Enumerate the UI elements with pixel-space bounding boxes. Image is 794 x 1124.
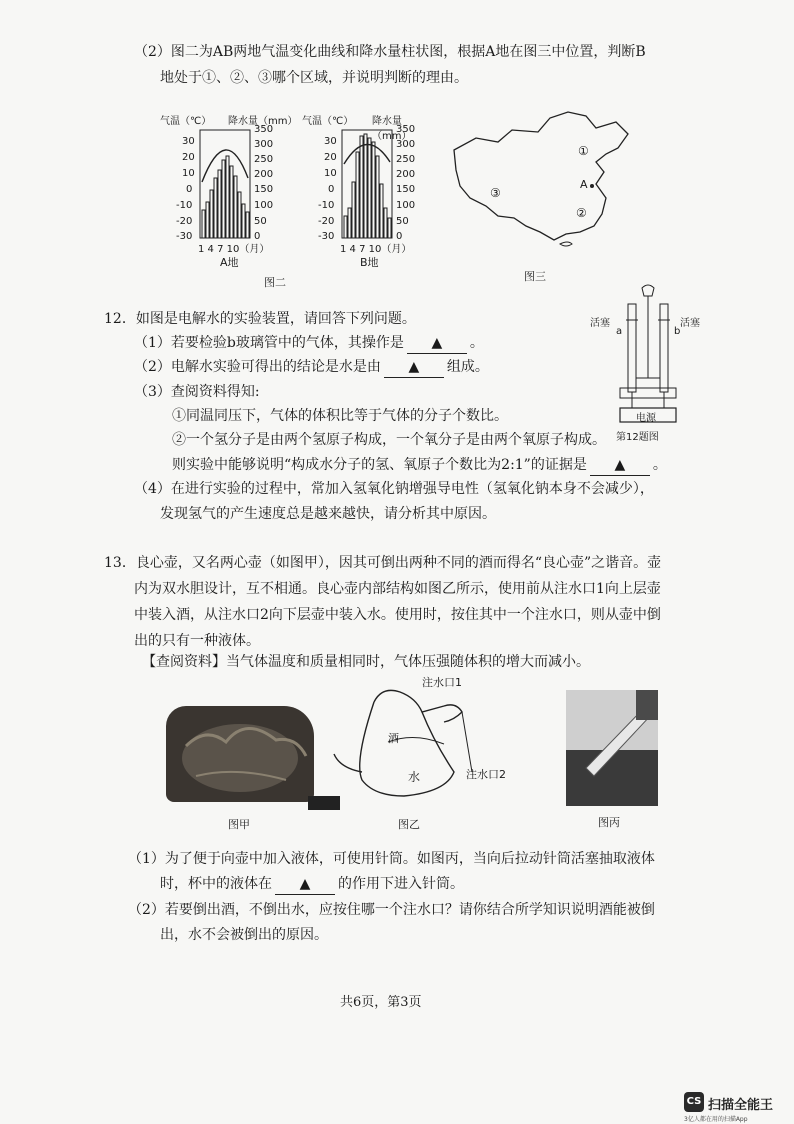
b-temp-tick: -30 (318, 231, 335, 242)
q12-part3: （3）查阅资料得知: (134, 384, 260, 400)
figure-2-caption: 图二 (264, 276, 286, 289)
figure-yi-teapot-diagram (304, 672, 524, 812)
q12-part2-blank: ▲ (384, 357, 444, 378)
a-rain-tick: 150 (254, 184, 274, 195)
page-footer: 共6页，第3页 (340, 995, 422, 1010)
q13-part1-blank: ▲ (275, 874, 335, 895)
q11-part2-line1: （2）图二为AB两地气温变化曲线和降水量柱状图，根据A地在图三中位置，判断B (134, 44, 646, 60)
valve-right-label: 活塞 (680, 318, 700, 329)
figure-bing-syringe-photo (566, 690, 658, 806)
teapot-photo-texture (166, 706, 314, 802)
q12-part2-end: 组成。 (446, 359, 489, 375)
q12-part3-item1: ①同温同压下，气体的体积比等于气体的分子个数比。 (172, 408, 508, 424)
figure-jia-teapot-photo (166, 706, 314, 802)
q12-part3-blank: ▲ (590, 455, 650, 476)
syringe-photo-shapes (566, 690, 658, 806)
a-rain-tick: 200 (254, 169, 274, 180)
q13-reference: 【查阅资料】当气体温度和质量相同时，气体压强随体积的增大而减小。 (142, 654, 590, 670)
a-temp-tick: 30 (182, 136, 195, 147)
b-temp-tick: 20 (324, 152, 337, 163)
a-rain-tick: 0 (254, 231, 261, 242)
a-temp-axis-label: 气温（℃） (160, 116, 212, 127)
b-rain-tick: 350 (396, 124, 416, 135)
electrolysis-apparatus (586, 282, 716, 442)
scanner-watermark (684, 1092, 794, 1122)
q13-stem-line1: 13．良心壶，又名两心壶（如图甲），因其可倒出两种不同的酒而得名“良心壶”之谐音。壶 (104, 555, 662, 571)
q13-part1-line1: （1）为了便于向壶中加入液体，可使用针筒。如图丙，当向后拉动针筒活塞抽取液体 (128, 851, 655, 867)
q12-part2-text: （2）电解水实验可得出的结论是水是由 (134, 359, 381, 375)
b-rain-tick: 300 (396, 139, 416, 150)
b-temp-tick: 30 (324, 136, 337, 147)
b-temp-tick: -20 (318, 216, 335, 227)
q13-stem-line4: 出的只有一种液体。 (134, 633, 260, 649)
a-rain-tick: 300 (254, 139, 274, 150)
q13-stem-line3: 中装入酒，从注水口2向下层壶中装入水。使用时，按住其中一个注水口，则从壶中倒 (134, 607, 661, 623)
a-temp-tick: 10 (182, 168, 195, 179)
camscanner-name: 扫描全能王 (708, 1098, 774, 1113)
q12-part4-line1: （4）在进行实验的过程中，常加入氢氧化钠增强导电性（氢氧化钠本身不会减少）， (134, 481, 654, 497)
q12-part3-question-end: 。 (652, 457, 667, 473)
a-rain-tick: 100 (254, 200, 274, 211)
valve-left-label: 活塞 (590, 318, 610, 329)
b-temp-tick: 0 (328, 184, 335, 195)
b-rain-tick: 200 (396, 169, 416, 180)
q11-part2-line2: 地处于①、②、③哪个区域，并说明判断的理由。 (160, 70, 468, 86)
q12-part4-line2: 发现氢气的产生速度总是越来越快，请分析其中原因。 (160, 506, 496, 522)
inlet-1-label: 注水口1 (422, 676, 462, 689)
teapot-structure (304, 672, 524, 812)
b-rain-tick: 150 (396, 184, 416, 195)
camscanner-tagline: 3亿人都在用的扫描App (684, 1116, 748, 1123)
point-a-label: A (580, 178, 588, 191)
q13-part1-line2 (160, 874, 464, 895)
tube-b-label: b (674, 326, 681, 337)
q13-part1-end: 的作用下进入针筒。 (338, 876, 464, 892)
a-temp-tick: 0 (186, 184, 193, 195)
a-chart-label: A地 (220, 256, 239, 269)
q12-figure-caption: 第12题图 (616, 432, 659, 443)
region-3-label: ③ (490, 186, 501, 200)
figure-2 (160, 112, 430, 287)
q13-part1-text: 时，杯中的液体在 (160, 876, 272, 892)
wine-label: 酒 (388, 732, 399, 745)
b-rain-tick: 0 (396, 231, 403, 242)
a-rain-tick: 350 (254, 124, 274, 135)
b-rain-tick: 250 (396, 154, 416, 165)
b-temp-tick: 10 (324, 168, 337, 179)
q12-stem: 12．如图是电解水的实验装置，请回答下列问题。 (104, 311, 416, 327)
q12-part1-blank: ▲ (407, 333, 467, 354)
china-outline (446, 108, 636, 258)
b-temp-axis-label: 气温（℃） (302, 116, 354, 127)
caption-bing: 图丙 (598, 816, 620, 829)
a-temp-tick: 20 (182, 152, 195, 163)
region-2-label: ② (576, 206, 587, 220)
caption-jia: 图甲 (228, 818, 250, 831)
water-label: 水 (408, 770, 421, 784)
b-month-ticks: 1 4 7 10（月） (340, 244, 412, 255)
q12-part1 (134, 333, 484, 354)
a-rain-bars (202, 156, 249, 238)
a-temp-tick: -20 (176, 216, 193, 227)
camscanner-logo: CS (684, 1092, 704, 1112)
q13-part2-line2: 出，水不会被倒出的原因。 (160, 927, 328, 943)
a-rain-tick: 250 (254, 154, 274, 165)
q12-part1-end: 。 (469, 335, 484, 351)
b-rain-bars (344, 134, 391, 238)
b-rain-tick: 100 (396, 200, 416, 211)
figure-3-map (446, 108, 636, 258)
caption-yi: 图乙 (398, 818, 420, 831)
q12-part1-text: （1）若要检验b玻璃管中的气体，其操作是 (134, 335, 404, 351)
figure-3-caption: 图三 (524, 270, 546, 283)
a-rain-axis-label: 降水量（mm） (228, 116, 298, 127)
q13-part2-line1: （2）若要倒出酒，不倒出水，应按住哪一个注水口？请你结合所学知识说明酒能被倒 (128, 902, 655, 918)
power-supply-label: 电源 (636, 413, 656, 424)
b-rain-axis-label: 降水量（mm） (372, 116, 412, 142)
b-rain-tick: 50 (396, 216, 409, 227)
q12-part3-question-text: 则实验中能够说明“构成水分子的氢、氧原子个数比为2:1”的证据是 (172, 457, 587, 473)
region-1-label: ① (578, 144, 589, 158)
tube-a-label: a (616, 326, 623, 337)
inlet-2-label: 注水口2 (466, 768, 506, 781)
q13-stem-line2: 内为双水胆设计，互不相通。良心壶内部结构如图乙所示，使用前从注水口1向上层壶 (134, 581, 661, 597)
q12-part3-question (172, 455, 667, 476)
a-temp-tick: -10 (176, 200, 193, 211)
b-temp-tick: -10 (318, 200, 335, 211)
a-month-ticks: 1 4 7 10（月） (198, 244, 270, 255)
a-rain-tick: 50 (254, 216, 267, 227)
point-a-marker (590, 184, 594, 188)
b-chart-label: B地 (360, 256, 379, 269)
q12-part2 (134, 357, 489, 378)
a-temp-tick: -30 (176, 231, 193, 242)
q12-part3-item2: ②一个氢分子是由两个氢原子构成，一个氧分子是由两个氧原子构成。 (172, 432, 606, 448)
